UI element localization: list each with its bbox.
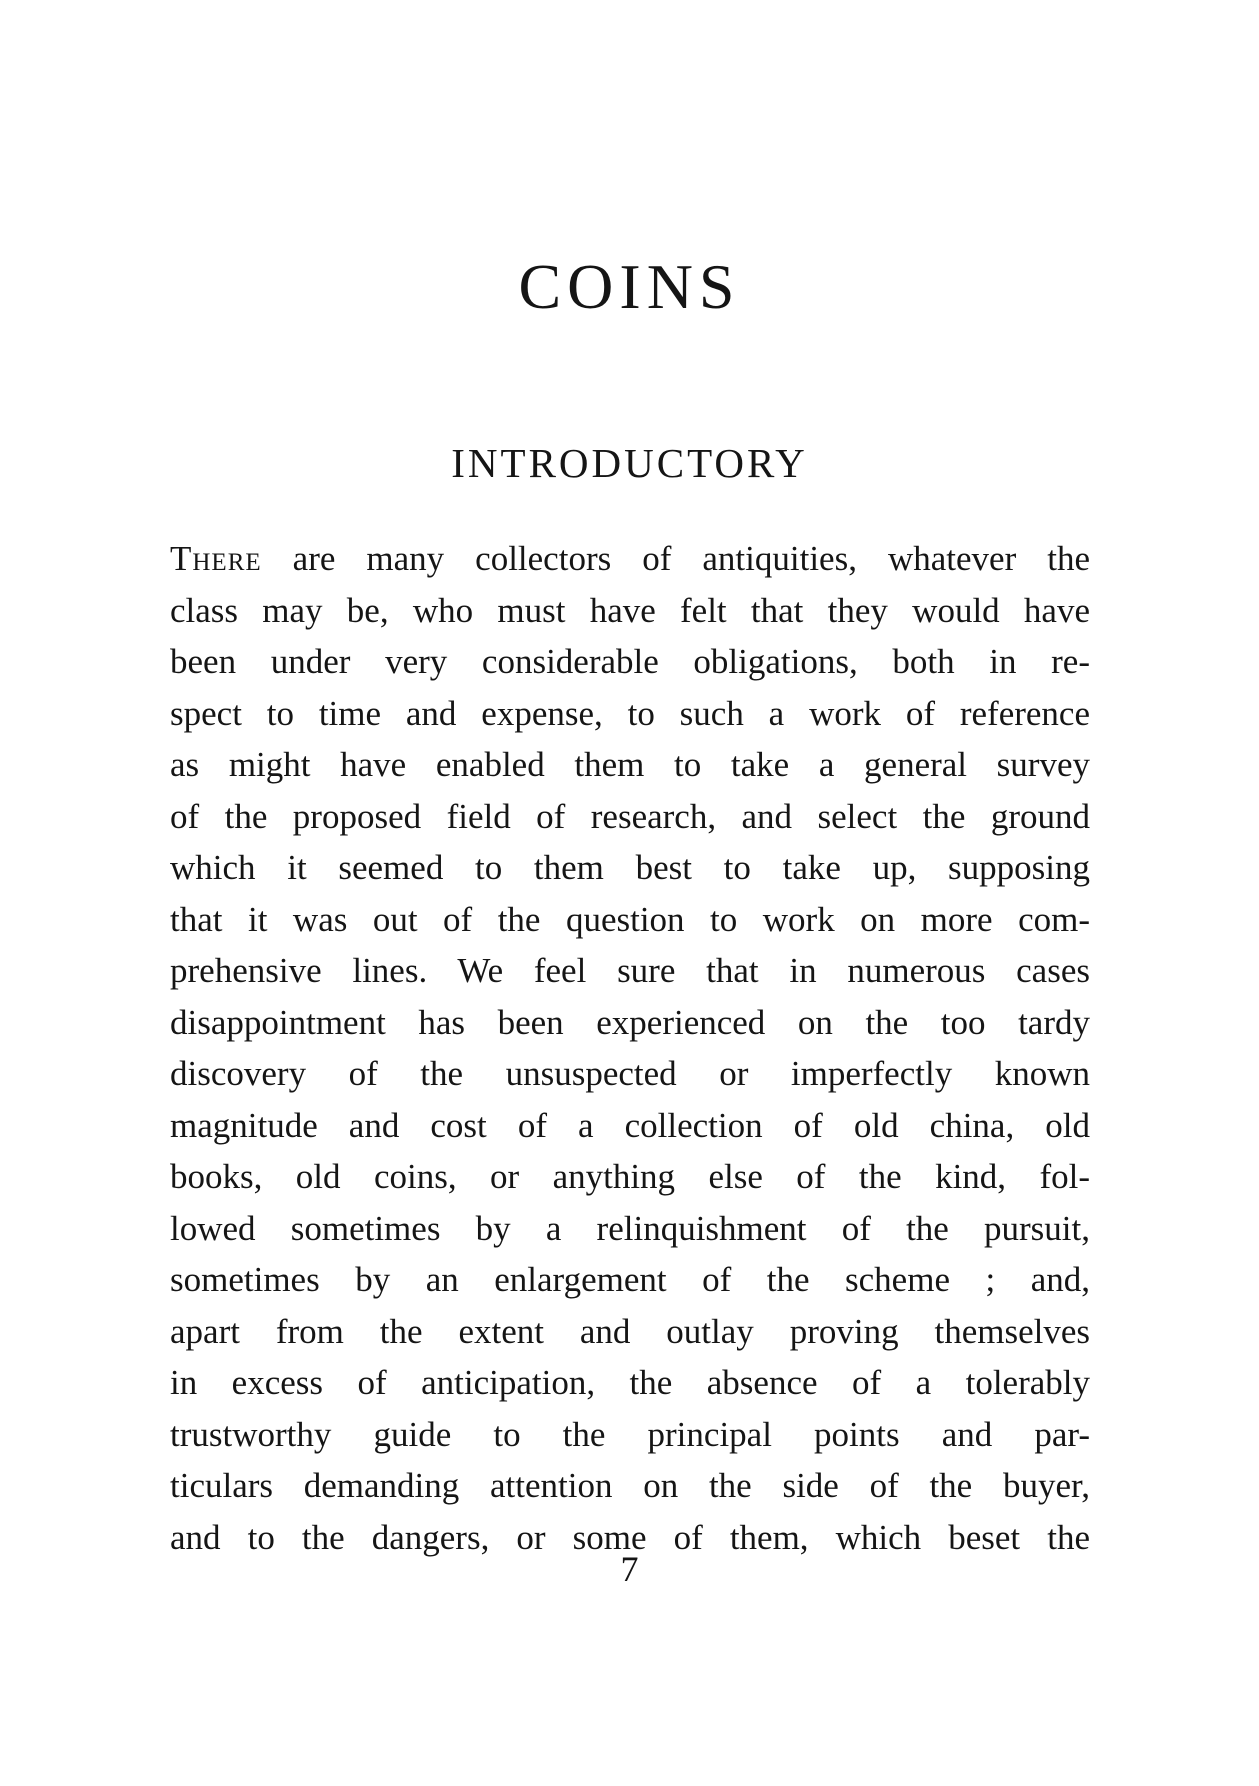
text-line [170, 997, 1090, 1049]
text-line-content: been under very considerable obligations, both in re- [170, 642, 1090, 681]
text-line-content: of the proposed field of research, and select the ground [170, 796, 1090, 836]
text-line-content: sometimes by an enlargement of the scheme ; and, [170, 1260, 1090, 1299]
text-line [170, 1460, 1090, 1512]
text-line [170, 1254, 1090, 1306]
section-heading: INTRODUCTORY [451, 440, 808, 486]
text-line-content: spect to time and expense, to such a work of reference [170, 693, 1090, 733]
page-number: 7 [620, 1549, 639, 1589]
text-line [170, 533, 1090, 585]
text-line-content: trustworthy guide to the principal points and par- [170, 1414, 1090, 1454]
body-paragraph [170, 533, 1090, 1563]
text-line [170, 636, 1090, 688]
text-line [170, 1100, 1090, 1152]
text-line-content: books, old coins, or anything else of the kind, fol- [170, 1157, 1090, 1196]
text-line-content: as might have enabled them to take a general survey [170, 745, 1090, 784]
text-line-content: lowed sometimes by a relinquishment of the pursuit, [170, 1208, 1090, 1248]
text-line [170, 791, 1090, 843]
text-line [170, 1306, 1090, 1358]
text-line [170, 739, 1090, 791]
lead-word: There [170, 539, 262, 578]
text-line-content: disappointment has been experienced on the too tardy [170, 1002, 1090, 1042]
chapter-title: COINS [518, 251, 741, 322]
text-line-content: that it was out of the question to work on more com- [170, 899, 1090, 939]
text-line [170, 1357, 1090, 1409]
text-line-content: and to the dangers, or some of them, which beset the [170, 1517, 1090, 1557]
text-line-content: in excess of anticipation, the absence of a tolerably [170, 1363, 1090, 1402]
text-line-content: discovery of the unsuspected or imperfectly known [170, 1054, 1090, 1093]
text-line [170, 1151, 1090, 1203]
text-line-content: which it seemed to them best to take up, supposing [170, 848, 1090, 887]
text-line [170, 688, 1090, 740]
text-line-content: are many collectors of antiquities, whatever the [261, 539, 1090, 578]
text-line [170, 1409, 1090, 1461]
text-line [170, 842, 1090, 894]
text-line [170, 585, 1090, 637]
text-line [170, 1048, 1090, 1100]
text-line [170, 1203, 1090, 1255]
text-line-content: magnitude and cost of a collection of old china, old [170, 1105, 1090, 1145]
text-line-content: prehensive lines. We feel sure that in numerous cases [170, 951, 1090, 990]
text-line [170, 894, 1090, 946]
text-line [170, 945, 1090, 997]
text-line-content: ticulars demanding attention on the side of the buyer, [170, 1466, 1090, 1505]
text-line-content: apart from the extent and outlay proving themselves [170, 1311, 1090, 1351]
text-line-content: class may be, who must have felt that they would have [170, 590, 1090, 630]
